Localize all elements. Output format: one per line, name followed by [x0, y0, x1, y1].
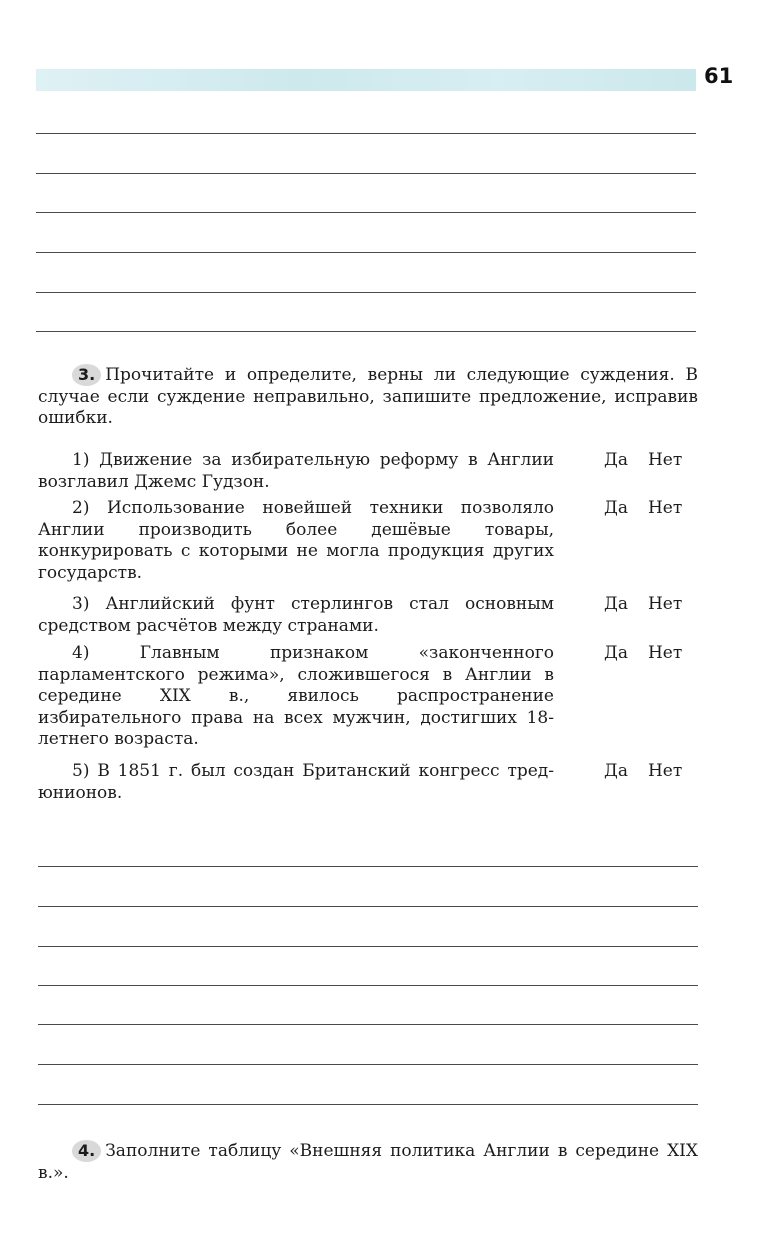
statement-2-answer [604, 498, 704, 520]
page-number: 61 [704, 64, 734, 88]
task-4-instruction [38, 1140, 698, 1184]
statement-3-no[interactable]: Нет [647, 594, 683, 614]
answer-line-bottom-3[interactable] [38, 946, 698, 947]
statement-3-text: 3) Английский фунт стерлингов стал основным средством расчётов между странами. [38, 594, 554, 636]
answer-line-bottom-6[interactable] [38, 1064, 698, 1065]
statement-1-answer [604, 450, 704, 472]
statement-5-yes[interactable]: Да [604, 761, 628, 781]
task-3-text: Прочитайте и определите, верны ли следующие суждения. В случае если суждение неправильно, запишите предложение, исправив ошибки. [38, 365, 698, 428]
answer-line-top-2[interactable] [36, 173, 696, 174]
statement-4-yes[interactable]: Да [604, 643, 628, 663]
statement-4-no[interactable]: Нет [647, 643, 683, 663]
statement-5-no[interactable]: Нет [647, 761, 683, 781]
statement-4-text: 4) Главным признаком «законченного парламентского режима», сложившегося в Англии в середине XIX в., явилось распространение избирательного права на всех мужчин, достигших 18-летнего возраста. [38, 643, 554, 749]
statement-4-answer [604, 643, 704, 665]
statement-5-answer [604, 761, 704, 783]
statement-1-yes[interactable]: Да [604, 450, 628, 470]
statement-5-text: 5) В 1851 г. был создан Британский конгресс тред-юнионов. [38, 761, 554, 803]
answer-line-top-4[interactable] [36, 252, 696, 253]
answer-line-bottom-7[interactable] [38, 1104, 698, 1105]
statement-2-text: 2) Использование новейшей техники позволяло Англии производить более дешёвые товары, конкурировать с которыми не могла продукция других государств. [38, 498, 554, 583]
task-3-instruction [38, 364, 698, 430]
statement-4 [38, 643, 554, 751]
statement-5 [38, 761, 554, 804]
statement-1 [38, 450, 554, 493]
answer-line-top-1[interactable] [36, 133, 696, 134]
task-4-number: 4. [72, 1140, 101, 1162]
task-4-text: Заполните таблицу «Внешняя политика Англии в середине XIX в.». [38, 1141, 698, 1183]
header-band [36, 69, 696, 91]
answer-line-top-3[interactable] [36, 212, 696, 213]
statement-2 [38, 498, 554, 584]
answer-line-bottom-4[interactable] [38, 985, 698, 986]
answer-line-top-6[interactable] [36, 331, 696, 332]
answer-line-bottom-1[interactable] [38, 866, 698, 867]
statement-2-no[interactable]: Нет [647, 498, 683, 518]
statement-2-yes[interactable]: Да [604, 498, 628, 518]
statement-3 [38, 594, 554, 637]
answer-line-bottom-5[interactable] [38, 1024, 698, 1025]
answer-line-bottom-2[interactable] [38, 906, 698, 907]
statement-3-answer [604, 594, 704, 616]
statement-1-text: 1) Движение за избирательную реформу в Англии возглавил Джемс Гудзон. [38, 450, 554, 492]
statement-1-no[interactable]: Нет [647, 450, 683, 470]
task-3-number: 3. [72, 364, 101, 386]
answer-line-top-5[interactable] [36, 292, 696, 293]
statement-3-yes[interactable]: Да [604, 594, 628, 614]
